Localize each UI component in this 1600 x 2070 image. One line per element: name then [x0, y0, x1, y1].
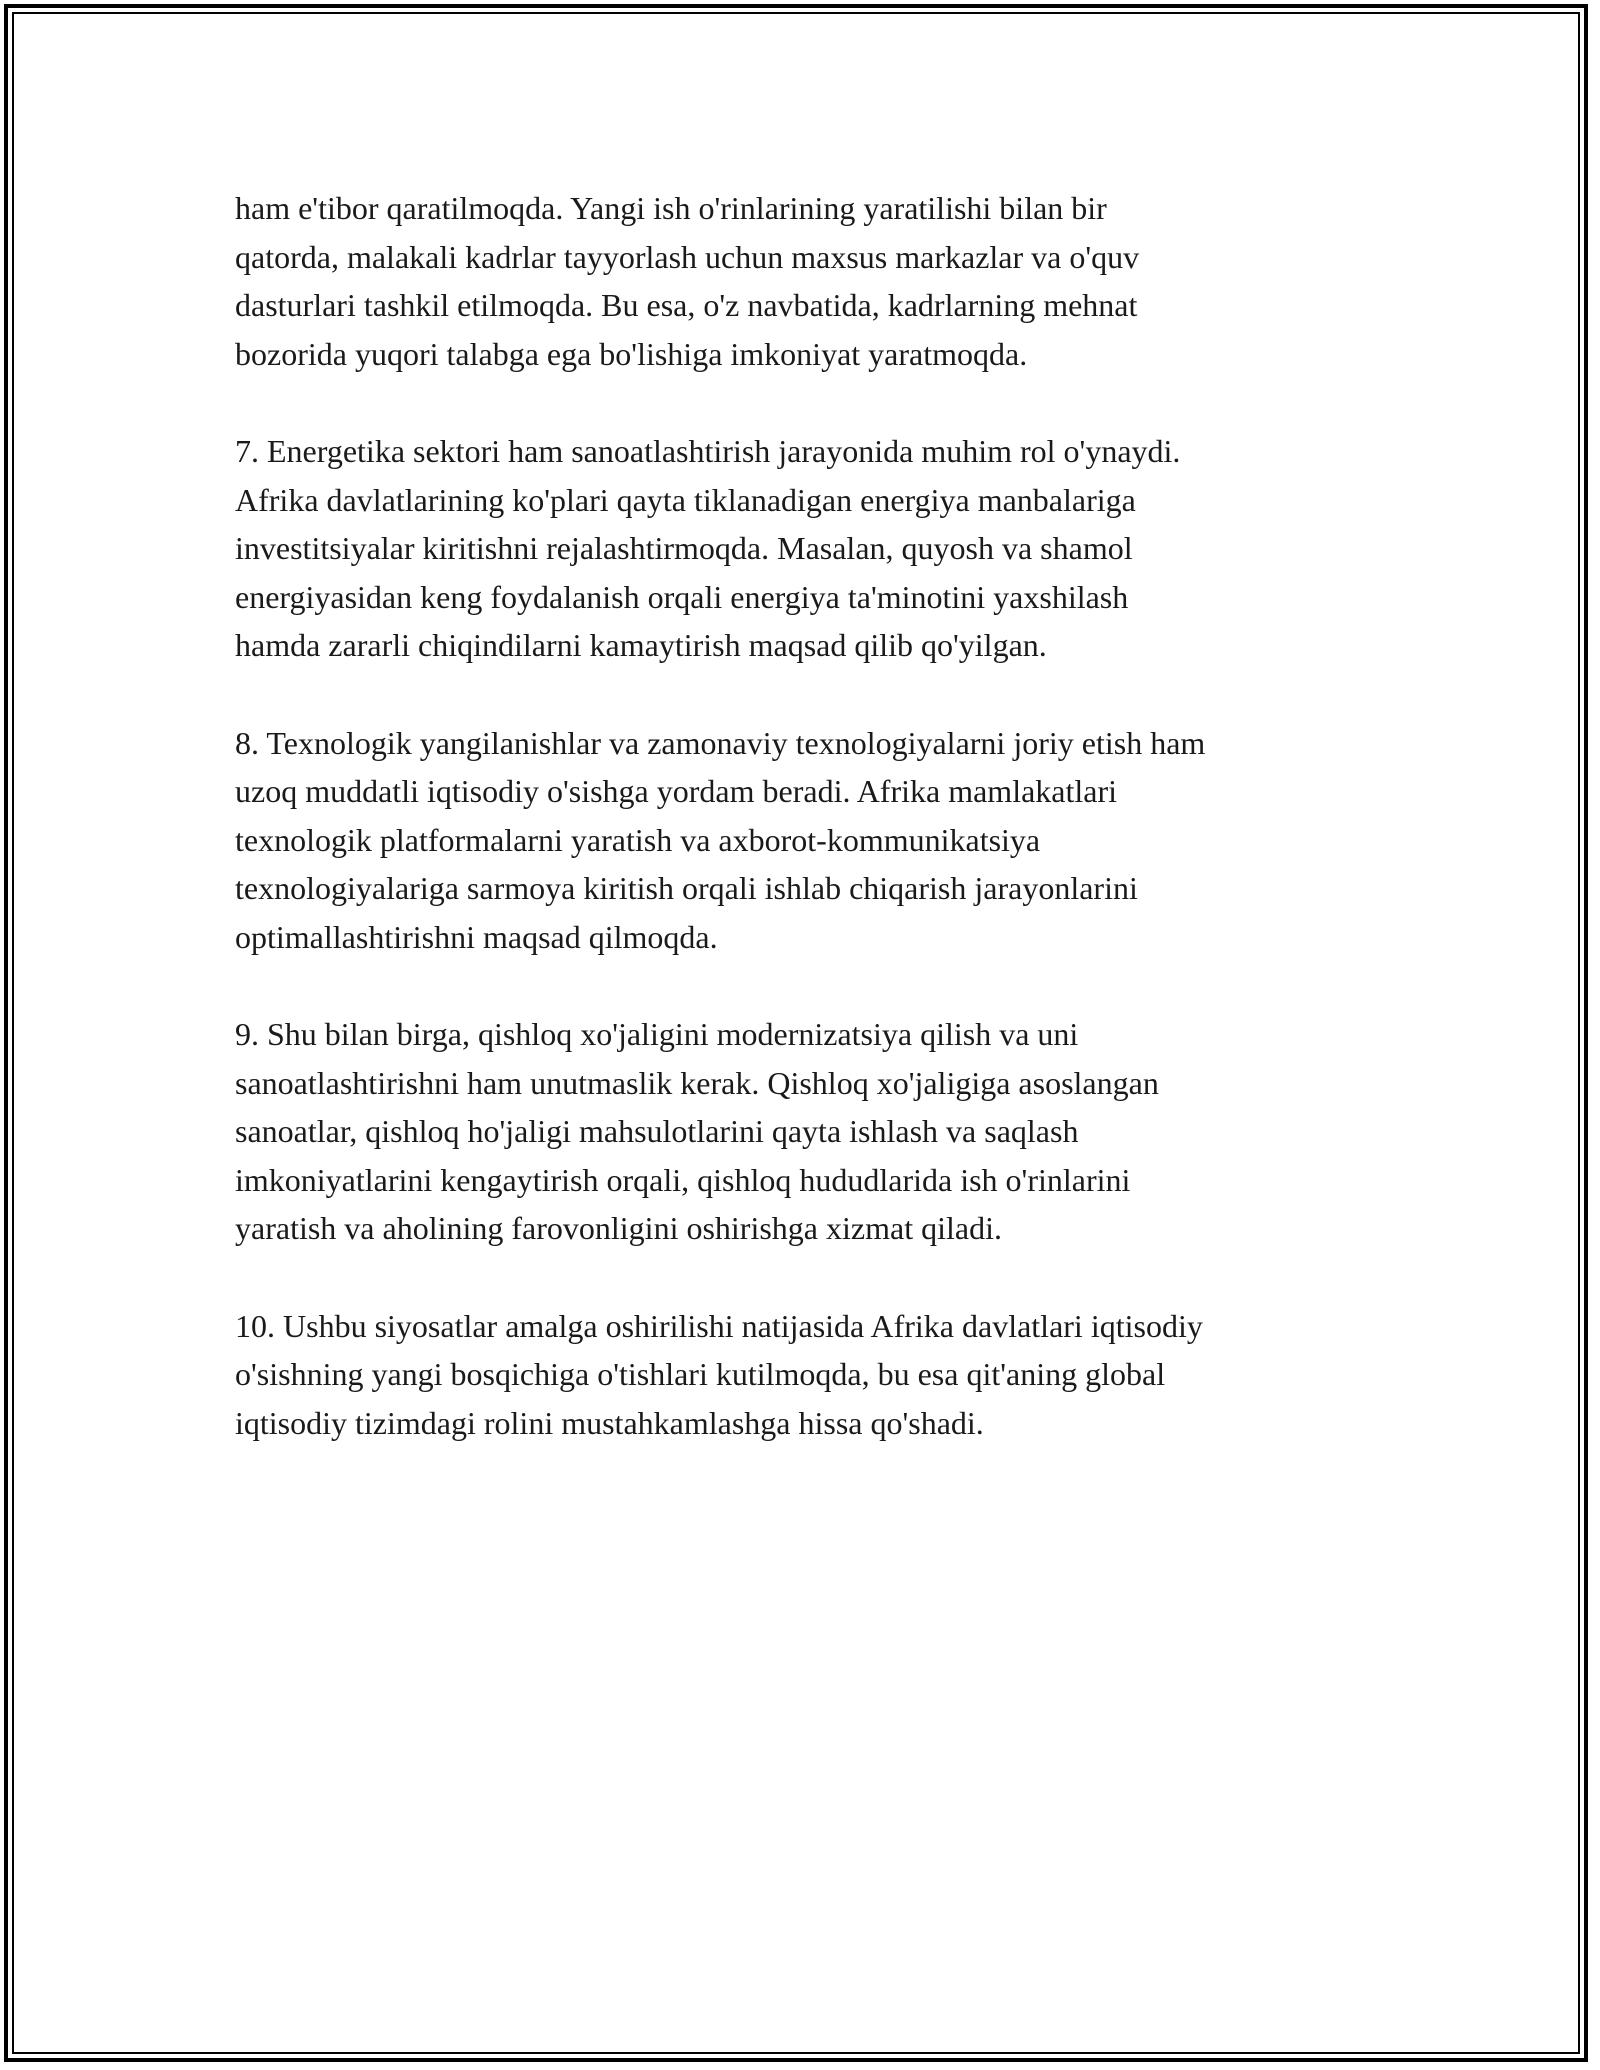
paragraph-7-energetika: 7. Energetika sektori ham sanoatlashtirish jarayonida muhim rol o'ynaydi. Afrika davlatlarining ko'plari qayta tiklanadigan energiya manbalariga investitsiyalar kiritishni rejalashtirmoqda. Masalan, quyosh va shamol energiyasidan keng foydalanish orqali energiya ta'minotini yaxshilash hamda zararli chiqindilarni kamaytirish maqsad qilib qo'yilgan. — [235, 432, 1181, 664]
paragraph-8-texnologik: 8. Texnologik yangilanishlar va zamonaviy texnologiyalarni joriy etish ham uzoq muddatli iqtisodiy o'sishga yordam beradi. Afrika mamlakatlari texnologik platformalarni yaratish va axborot-kommunikatsiya texnologiyalariga sarmoya kiritish orqali ishlab chiqarish jarayonlarini optimallashtirishni maqsad qilmoqda. — [235, 724, 1206, 955]
document-body — [235, 184, 1365, 1496]
paragraph-continuation: ham e'tibor qaratilmoqda. Yangi ish o'rinlarining yaratilishi bilan bir qatorda, malakali kadrlar tayyorlash uchun maxsus markazlar va o'quv dasturlari tashkil etilmoqda. Bu esa, o'z navbatida, kadrlarning mehnat bozorida yuqori talabga ega bo'lishiga imkoniyat yaratmoqda. — [235, 190, 1140, 372]
paragraph-9-qishloq: 9. Shu bilan birga, qishloq xo'jaligini modernizatsiya qilish va uni sanoatlashtirishni ham unutmaslik kerak. Qishloq xo'jaligiga asoslangan sanoatlar, qishloq ho'jaligi mahsulotlarini qayta ishlash va saqlash imkoniyatlarini kengaytirish orqali, qishloq hududlarida ish o'rinlarini yaratish va aholining farovonligini oshirishga xizmat qiladi. — [235, 1016, 1159, 1247]
paragraph-10-siyosatlar: 10. Ushbu siyosatlar amalga oshirilishi natijasida Afrika davlatlari iqtisodiy o'sishning yangi bosqichiga o'tishlari kutilmoqda, bu esa qit'aning global iqtisodiy tizimdagi rolini mustahkamlashga hissa qo'shadi. — [235, 1307, 1203, 1441]
